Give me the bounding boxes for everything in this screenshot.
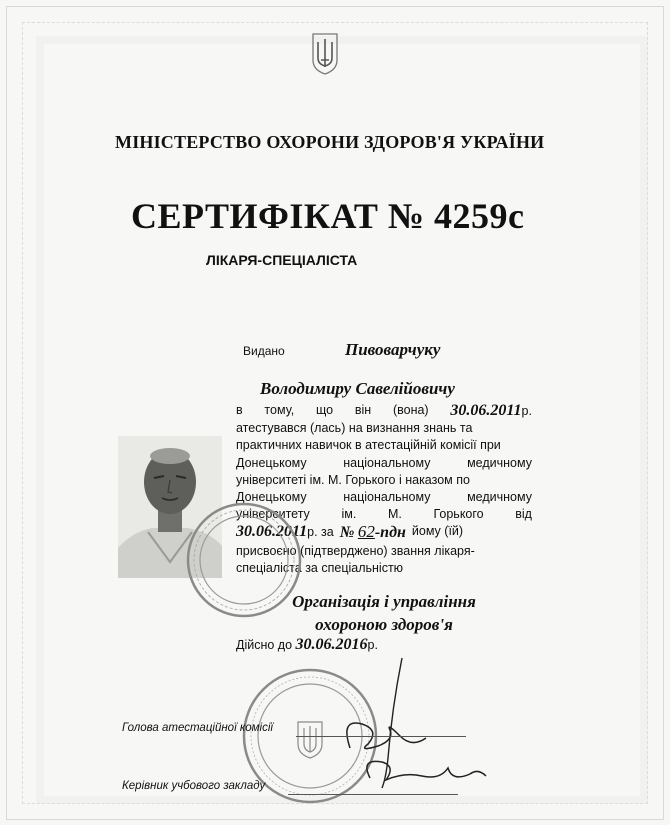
certificate-subtitle: ЛІКАРЯ-СПЕЦІАЛІСТА	[206, 252, 358, 268]
institution-head-label: Керівник учбового закладу	[122, 780, 266, 792]
attestation-date: 30.06.2011	[450, 402, 522, 419]
body-line: 30.06.2011р. за № 62-пдн йому (їй)	[236, 522, 464, 542]
valid-until-date: 30.06.2016	[295, 636, 368, 653]
body-line: присвоєно (підтверджено) звання лікаря-	[236, 543, 475, 558]
signature-line	[288, 794, 458, 795]
body-line: практичних навичок в атестаційній комісії при	[236, 438, 501, 453]
body-line: Донецькому національному медичному	[236, 490, 532, 505]
specialty: Організація і управління охороною здоров'я	[292, 592, 476, 634]
body-line: Донецькому національному медичному	[236, 455, 532, 470]
signature-scribble	[330, 648, 490, 798]
body-line: спеціаліста за спеціальністю	[236, 560, 404, 575]
signature-line	[296, 736, 466, 737]
commission-head-label: Голова атестаційної комісії	[122, 722, 273, 734]
body-line: університету ім. М. Горького від	[236, 507, 532, 522]
body-line: в тому, що він (вона) 30.06.2011р.	[236, 402, 532, 419]
order-number: 62	[357, 522, 375, 542]
trident-emblem-icon	[309, 30, 341, 76]
recipient-given-names: Володимиру Савелійовичу	[260, 379, 455, 398]
order-date: 30.06.2011	[236, 523, 308, 541]
ministry-heading: МІНІСТЕРСТВО ОХОРОНИ ЗДОРОВ'Я УКРАЇНИ	[115, 132, 545, 152]
body-line: університеті ім. М. Горького і наказом по	[236, 472, 470, 487]
issued-label: Видано	[243, 344, 285, 358]
photo-seal-stamp	[182, 494, 302, 624]
recipient-surname: Пивоварчуку	[345, 340, 441, 359]
certificate-title: СЕРТИФІКАТ № 4259с	[131, 196, 525, 236]
validity: Дійсно до 30.06.2016р.	[236, 636, 378, 653]
body-line: атестувався (лась) на визнання знань та	[236, 421, 473, 436]
